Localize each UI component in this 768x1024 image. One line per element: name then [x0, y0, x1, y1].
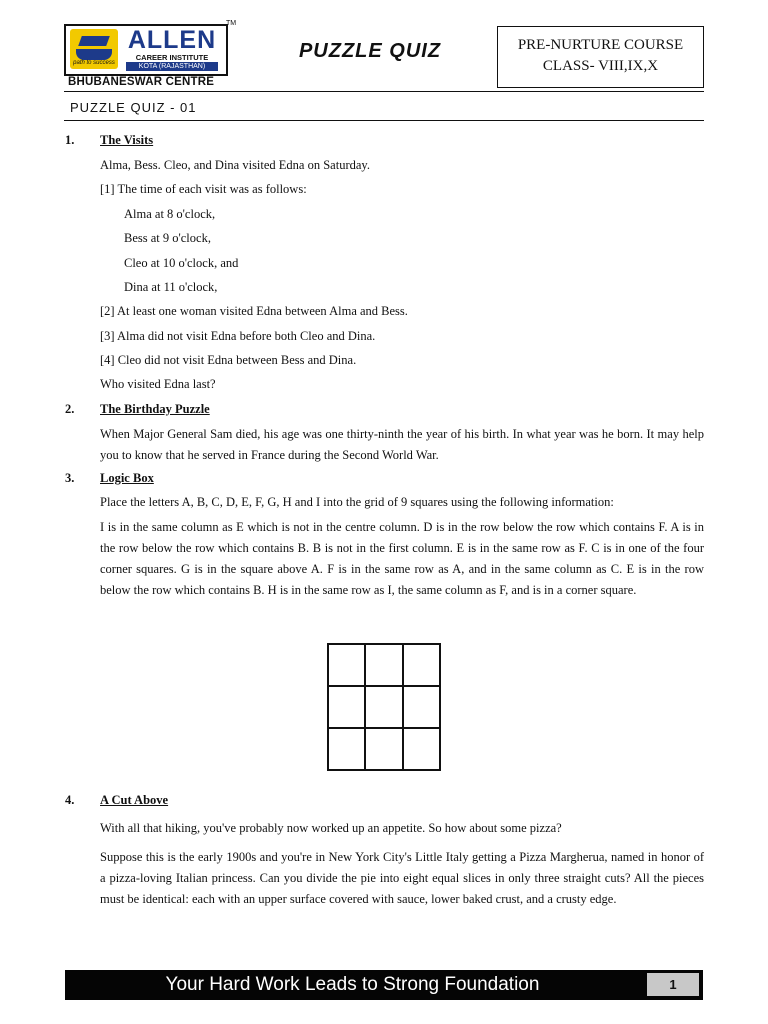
question-number: 2. — [65, 402, 75, 416]
question-line: Alma, Bess. Cleo, and Dina visited Edna on Saturday. — [100, 158, 370, 172]
question-line: Alma at 8 o'clock, — [124, 207, 216, 221]
centre-name: BHUBANESWAR CENTRE — [68, 76, 215, 88]
grid-cell — [328, 644, 365, 686]
question-line: Dina at 11 o'clock, — [124, 280, 218, 294]
question-number: 4. — [65, 793, 75, 807]
question-number: 1. — [65, 133, 75, 147]
question-title: The Visits — [100, 133, 154, 147]
question-line: Bess at 9 o'clock, — [124, 231, 211, 245]
question-number: 3. — [65, 471, 75, 485]
question-intro: With all that hiking, you've probably now worked up an appetite. So how about some pizza? — [100, 821, 562, 835]
question-line: [3] Alma did not visit Edna before both Cleo and Dina. — [100, 329, 376, 343]
course-box — [497, 26, 704, 88]
question-intro: Place the letters A, B, C, D, E, F, G, H and I into the grid of 9 squares using the following information: — [100, 495, 614, 509]
question-title: Logic Box — [100, 471, 154, 485]
grid-cell — [328, 686, 365, 728]
grid-cell — [365, 644, 402, 686]
grid-cell — [365, 728, 402, 770]
quiz-number: PUZZLE QUIZ - 01 — [70, 100, 197, 115]
logic-box-grid — [327, 643, 441, 771]
question-line: [2] At least one woman visited Edna between Alma and Bess. — [100, 304, 408, 318]
grid-cell — [403, 686, 440, 728]
grid-cell — [365, 686, 402, 728]
page-title: PUZZLE QUIZ — [298, 40, 442, 62]
header-divider-bottom — [64, 120, 704, 121]
logo-city: KOTA (RAJASTHAN) — [126, 62, 218, 71]
course-name: PRE-NURTURE COURSE — [517, 37, 684, 53]
trademark-mark: TM — [226, 20, 237, 27]
logo-name: ALLEN — [127, 26, 217, 54]
question-line: [4] Cleo did not visit Edna between Bess and Dina. — [100, 353, 357, 367]
question-line: Cleo at 10 o'clock, and — [124, 256, 239, 270]
page-footer — [65, 970, 703, 1000]
grid-cell — [328, 728, 365, 770]
allen-logo — [64, 24, 228, 76]
header-divider — [64, 91, 704, 92]
logo-tagline: path to success — [73, 60, 115, 66]
question-text: When Major General Sam died, his age was one thirty-ninth the year of his birth. In what year was he born. It may help you to know that he served in France during the Second World War. — [100, 427, 704, 462]
footer-slogan: Your Hard Work Leads to Strong Foundation — [165, 974, 540, 995]
question-text: Suppose this is the early 1900s and you're in New York City's Little Italy getting a Pizza Margherua, named in honor of a pizza-loving Italian princess. Can you divide the pie into eight equal slices in only three straight cuts? All the pieces must be identical: each with an upper surface covered with sauce, lower baked crust, and a crusty edge. — [100, 850, 704, 906]
grid-cell — [403, 644, 440, 686]
question-text: I is in the same column as E which is not in the centre column. D is in the row below the row which contains F. A is in the row below the row which contains B. B is not in the first column. E is in the same row as F. C is in one of the four corner squares. G is in the square above A. F is in the same row as A, and in the same column as C. E is in the row below the row which contains B. H is in the same row as I, the same column as F, and is in a corner square. — [100, 520, 704, 597]
question-line: Who visited Edna last? — [100, 377, 216, 391]
graduation-cap-emblem-icon — [70, 29, 118, 69]
class-label: CLASS- VIII,IX,X — [542, 58, 659, 74]
question-title: A Cut Above — [100, 793, 169, 807]
question-line: [1] The time of each visit was as follows: — [100, 182, 307, 196]
grid-cell — [403, 728, 440, 770]
question-title: The Birthday Puzzle — [100, 402, 210, 416]
page-header — [0, 0, 768, 125]
logo-institute: CAREER INSTITUTE — [135, 53, 209, 62]
page-number: 1 — [647, 973, 699, 996]
